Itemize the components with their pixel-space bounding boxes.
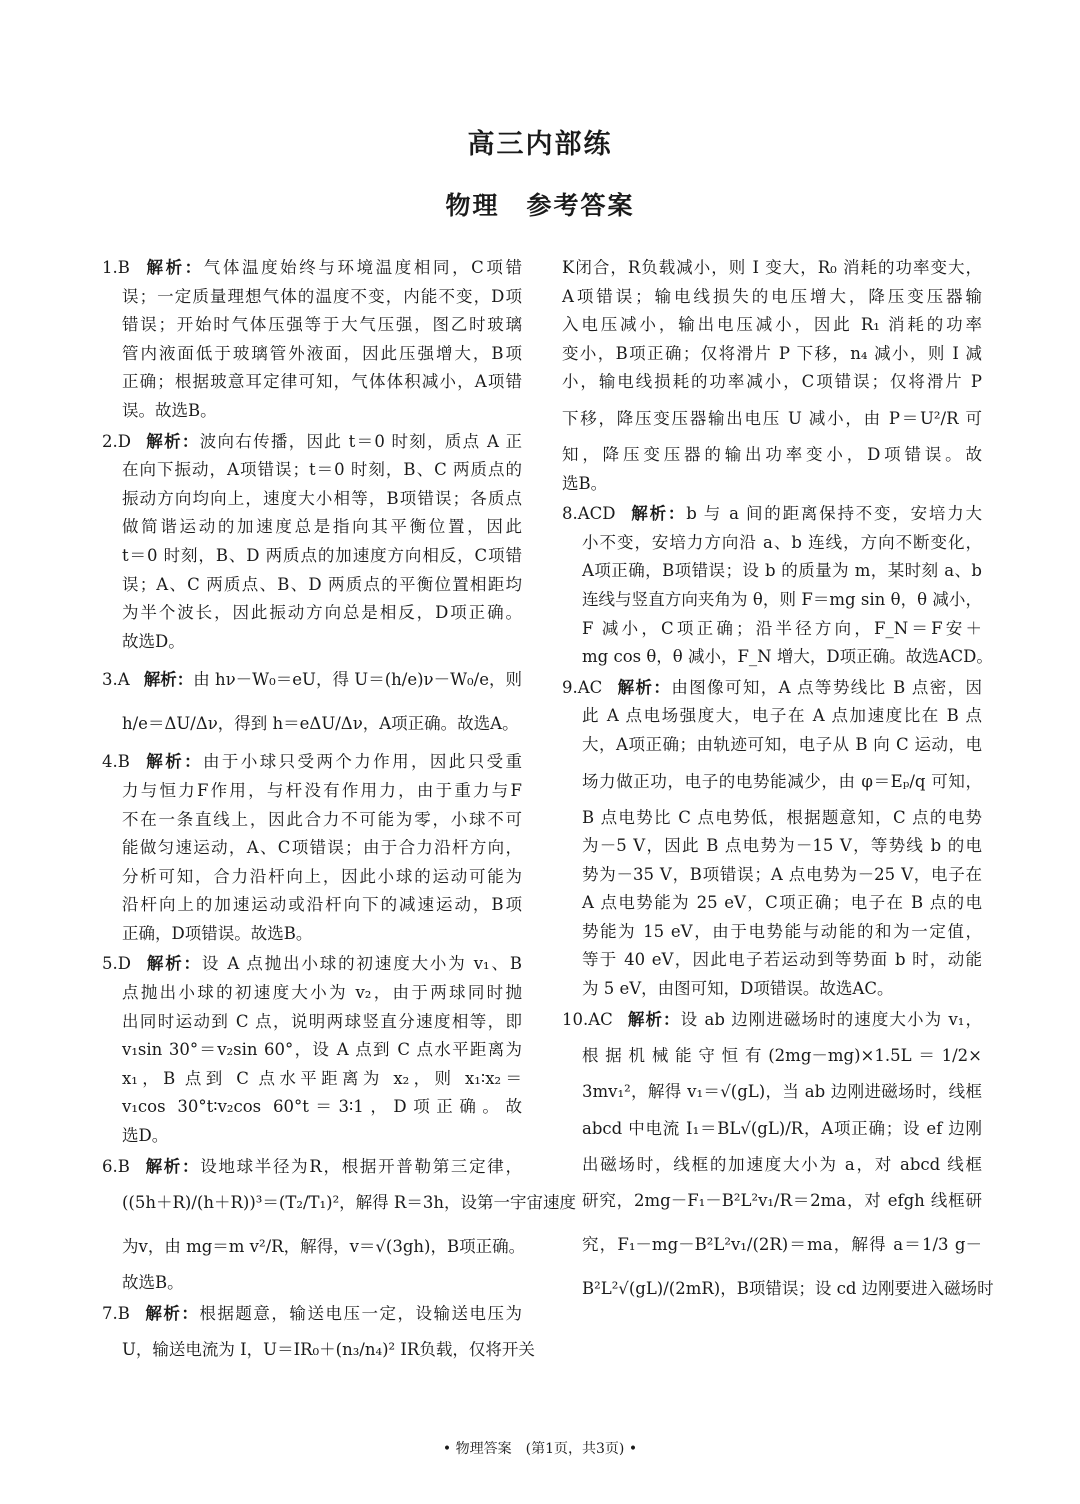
text-line — [562, 615, 982, 644]
text-line — [102, 806, 522, 835]
text-line — [102, 1328, 535, 1372]
answer-number: 7.B — [102, 1303, 130, 1323]
text-line — [562, 1034, 982, 1078]
text-line — [562, 861, 982, 890]
text-line — [102, 834, 522, 863]
line-text: 下移，降压变压器输出电压 U 减小，由 P＝U²/R 可 — [562, 408, 982, 428]
line-text: 正确，D项错误。故选B。 — [122, 923, 313, 943]
text-line — [102, 599, 522, 628]
page-title: 高三内部练 — [467, 129, 613, 160]
line-text: 做简谐运动的加速度总是指向其平衡位置，因此 — [122, 517, 522, 537]
text-line — [102, 1300, 522, 1329]
line-text: 故选D。 — [122, 631, 185, 651]
analysis-label: 解析： — [626, 1009, 681, 1029]
line-text: 为v，由 mg＝m v²/R，解得，v＝√(3gh)，B项正确。 — [122, 1237, 526, 1257]
line-text: 势能为 15 eV，由于电势能与动能的和为一定值， — [582, 921, 982, 941]
text-line — [562, 254, 982, 283]
line-text: v₁cos 30°t∶v₂cos 60°t＝3∶1，D项正确。故 — [122, 1097, 522, 1117]
line-text: F 减小，C项正确；沿半径方向，F_N＝F安＋ — [582, 618, 982, 638]
line-text: 小不变，安培力方向沿 a、b 连线，方向不断变化， — [582, 532, 982, 552]
text-line — [102, 748, 522, 777]
text-line — [562, 557, 982, 586]
answer-item — [102, 254, 522, 426]
text-line — [102, 1153, 522, 1182]
page-footer: • 物理答案 (第1页，共3页) • — [442, 1441, 638, 1457]
text-line — [562, 368, 982, 397]
answer-item — [102, 950, 522, 1150]
line-text: 气体温度始终与环境温度相同，C项错 — [203, 258, 523, 277]
text-line — [102, 891, 522, 920]
line-text: 3mv₁²，解得 v₁＝√(gL)，当 ab 边刚进磁场时，线框 — [582, 1082, 982, 1102]
answer-number: 8.ACD — [562, 504, 616, 524]
line-text: 设 A 点抛出小球的初速度大小为 v₁、B — [201, 954, 522, 974]
line-text: 此 A 点电场强度大，电子在 A 点加速度比在 B 点 — [582, 706, 982, 726]
line-text: 势为－35 V，B项错误；A 点电势为－25 V，电子在 — [582, 864, 982, 884]
text-line — [102, 542, 522, 571]
line-text: 不在一条直线上，因此合力不可能为零，小球不可 — [122, 809, 522, 829]
answer-item — [562, 500, 993, 672]
line-text: 小，输电线损耗的功率减小，C项错误；仅将滑片 P — [562, 372, 982, 392]
answer-item — [562, 674, 982, 1004]
answer-item — [562, 254, 982, 498]
line-text: 入电压减小，输出电压减小，因此 R₁ 消耗的功率 — [562, 315, 982, 335]
analysis-label: 解析： — [144, 431, 200, 451]
text-line — [102, 1181, 576, 1225]
analysis-label: 解析： — [143, 1303, 200, 1323]
line-text: 知，降压变压器的输出功率变小，D项错误。故 — [562, 444, 982, 464]
answer-item — [562, 1006, 994, 1312]
text-line — [562, 975, 982, 1004]
line-text: 设 ab 边刚进磁场时的速度大小为 v₁， — [680, 1009, 982, 1029]
answer-item — [102, 428, 522, 657]
line-text: 为 5 eV，由图可知，D项错误。故选AC。 — [582, 979, 894, 999]
line-text: A项正确，B项错误；设 b 的质量为 m，某时刻 a、b — [582, 561, 982, 581]
text-line — [102, 979, 522, 1008]
line-text: 场力做正功，电子的电势能减少，由 φ＝Eₚ/q 可知， — [582, 771, 982, 791]
answer-item — [102, 1300, 535, 1373]
line-text: abcd 中电流 I₁＝BL√(gL)/R，A项正确；设 ef 边刚 — [582, 1118, 982, 1138]
answer-item — [102, 748, 522, 948]
text-line — [102, 1036, 522, 1065]
left-column — [102, 254, 576, 1374]
analysis-label: 解析： — [143, 258, 204, 277]
text-line — [102, 283, 522, 312]
text-line — [102, 658, 522, 702]
line-text: 根据机械能守恒有(2mg－mg)×1.5L＝1/2× — [582, 1046, 982, 1066]
analysis-label: 解析： — [143, 752, 203, 772]
text-line — [562, 643, 993, 672]
text-line — [562, 1179, 982, 1223]
line-text: 故选B。 — [122, 1273, 184, 1293]
line-text: 变小，B项正确；仅将滑片 P 下移，n₄ 减小，则 I 减 — [562, 343, 982, 363]
answer-number: 2.D — [102, 431, 131, 451]
text-line — [102, 1008, 522, 1037]
text-line — [102, 1093, 522, 1122]
line-text: 由 hν－W₀＝eU，得 U＝(h/e)ν－W₀/e，则 — [193, 670, 522, 690]
text-line — [102, 777, 522, 806]
text-line — [562, 311, 982, 340]
line-text: 正确；根据玻意耳定律可知，气体体积减小，A项错 — [122, 372, 522, 392]
line-text: 大，A项正确；由轨迹可知，电子从 B 向 C 运动，电 — [582, 734, 982, 754]
line-text: mg cos θ，θ 减小，F_N 增大，D项正确。故选ACD。 — [582, 647, 993, 667]
text-line — [102, 340, 522, 369]
text-line — [102, 311, 522, 340]
answer-item — [102, 1153, 576, 1298]
text-line — [562, 946, 982, 975]
text-line — [562, 283, 982, 312]
line-text: 力与恒力F作用，与杆没有作用力，由于重力与F — [122, 780, 522, 800]
line-text: b 与 a 间的距离保持不变，安培力大 — [686, 504, 982, 524]
line-text: 根据题意，输送电压一定，设输送电压为 — [199, 1303, 523, 1323]
line-text: 研究，2mg－F₁－B²L²v₁/R＝2ma，对 efgh 线框研 — [582, 1191, 982, 1211]
answer-item — [102, 658, 522, 746]
answer-number: 3.A — [102, 670, 130, 690]
line-text: 连线与竖直方向夹角为 θ，则 F＝mg sin θ，θ 减小， — [582, 589, 982, 609]
line-text: 出同时运动到 C 点，说明两球竖直分速度相等，即 — [122, 1011, 522, 1031]
line-text: 出磁场时，线框的加速度大小为 a，对 abcd 线框 — [582, 1154, 982, 1174]
text-line — [102, 1065, 522, 1094]
answer-number: 5.D — [102, 954, 131, 974]
text-line — [562, 674, 982, 703]
line-text: 错误；开始时气体压强等于大气压强，图乙时玻璃 — [122, 315, 522, 335]
text-line — [102, 368, 522, 397]
line-text: 选D。 — [122, 1126, 169, 1146]
line-text: h/e＝ΔU/Δν，得到 h＝eΔU/Δν，A项正确。故选A。 — [122, 714, 519, 734]
analysis-label: 解析： — [143, 670, 194, 690]
line-text: 管内液面低于玻璃管外液面，因此压强增大，B项 — [122, 343, 522, 363]
line-text: 点抛出小球的初速度大小为 v₂，由于两球同时抛 — [122, 983, 522, 1003]
text-line — [562, 529, 982, 558]
text-line — [562, 441, 982, 470]
line-text: 选B。 — [562, 473, 608, 493]
line-text: 波向右传播，因此 t＝0 时刻，质点 A 正 — [199, 431, 522, 451]
line-text: 分析可知，合力沿杆向上，因此小球的运动可能为 — [122, 866, 522, 886]
text-line — [562, 889, 982, 918]
answer-number: 4.B — [102, 752, 130, 772]
line-text: B²L²√(gL)/(2mR)，B项错误；设 cd 边刚要进入磁场时 — [582, 1279, 994, 1299]
line-text: 由于小球只受两个力作用，因此只受重 — [203, 752, 522, 772]
line-text: 误。故选B。 — [122, 400, 217, 420]
line-text: 误；一定质量理想气体的温度不变，内能不变，D项 — [122, 286, 522, 306]
text-line — [102, 254, 522, 283]
line-text: B 点电势比 C 点电势低，根据题意知，C 点的电势 — [582, 807, 982, 827]
line-text: A 点电势能为 25 eV，C项正确；电子在 B 点的电 — [582, 893, 982, 913]
text-line — [102, 397, 522, 426]
text-line — [562, 586, 982, 615]
text-line — [562, 397, 982, 441]
answer-number: 10.AC — [562, 1009, 613, 1029]
line-text: A项错误；输电线损失的电压增大，降压变压器输 — [562, 286, 982, 306]
text-line — [562, 470, 982, 499]
text-line — [102, 920, 522, 949]
text-line — [102, 1269, 522, 1298]
right-column — [562, 254, 994, 1313]
text-line — [562, 1267, 994, 1311]
analysis-label: 解析： — [143, 1156, 201, 1176]
line-text: 等于 40 eV，因此电子若运动到等势面 b 时，动能 — [582, 950, 982, 970]
text-line — [102, 702, 522, 746]
text-line — [102, 1225, 526, 1269]
text-line — [562, 1151, 982, 1180]
answer-number: 1.B — [102, 258, 130, 277]
text-line — [562, 1078, 982, 1107]
page-subtitle: 物理 参考答案 — [445, 191, 635, 220]
text-line — [562, 1223, 982, 1267]
line-text: 由图像可知，A 点等势线比 B 点密，因 — [671, 677, 983, 697]
line-text: v₁sin 30°＝v₂sin 60°，设 A 点到 C 点水平距离为 — [122, 1040, 522, 1060]
analysis-label: 解析： — [616, 677, 672, 697]
analysis-label: 解析： — [144, 954, 202, 974]
line-text: 设地球半径为R，根据开普勒第三定律， — [200, 1156, 523, 1176]
line-text: 为－5 V，因此 B 点电势为－15 V，等势线 b 的电 — [582, 836, 982, 856]
text-line — [562, 340, 982, 369]
line-text: 沿杆向上的加速运动或沿杆向下的减速运动，B项 — [122, 895, 522, 915]
text-line — [562, 702, 982, 731]
line-text: t＝0 时刻，B、D 两质点的加速度方向相反，C项错 — [122, 545, 522, 565]
line-text: 误；A、C 两质点、B、D 两质点的平衡位置相距均 — [122, 574, 522, 594]
text-line — [102, 571, 522, 600]
text-line — [102, 628, 522, 657]
line-text: K闭合，R负载减小，则 I 变大，R₀ 消耗的功率变大， — [562, 258, 982, 277]
analysis-label: 解析： — [629, 504, 687, 524]
text-line — [562, 731, 982, 760]
line-text: 振动方向均向上，速度大小相等，B项错误；各质点 — [122, 488, 522, 508]
line-text: ((5h＋R)/(h＋R))³＝(T₂/T₁)²，解得 R＝3h，设第一宇宙速度 — [122, 1193, 576, 1213]
text-line — [102, 513, 522, 542]
text-line — [102, 950, 522, 979]
answer-number: 6.B — [102, 1156, 130, 1176]
text-line — [102, 428, 522, 457]
text-line — [102, 456, 522, 485]
text-line — [102, 863, 522, 892]
line-text: 在向下振动，A项错误；t＝0 时刻，B、C 两质点的 — [122, 460, 522, 480]
text-line — [562, 1006, 982, 1035]
line-text: 究，F₁－mg－B²L²v₁/(2R)＝ma，解得 a＝1/3 g－ — [582, 1235, 982, 1255]
answer-number: 9.AC — [562, 677, 603, 697]
line-text: U，输送电流为 I，U＝IR₀＋(n₃/n₄)² IR负载，仅将开关 — [122, 1340, 535, 1360]
text-line — [562, 500, 982, 529]
line-text: 能做匀速运动，A、C项错误；由于合力沿杆方向， — [122, 838, 522, 858]
text-line — [562, 832, 982, 861]
text-line — [102, 1122, 522, 1151]
text-line — [562, 804, 982, 833]
line-text: 为半个波长，因此振动方向总是相反，D项正确。 — [122, 603, 522, 623]
text-line — [562, 760, 982, 804]
line-text: x₁，B 点到 C 点水平距离为 x₂，则 x₁∶x₂＝ — [122, 1068, 522, 1088]
text-line — [102, 485, 522, 514]
text-line — [562, 918, 982, 947]
text-line — [562, 1107, 982, 1151]
